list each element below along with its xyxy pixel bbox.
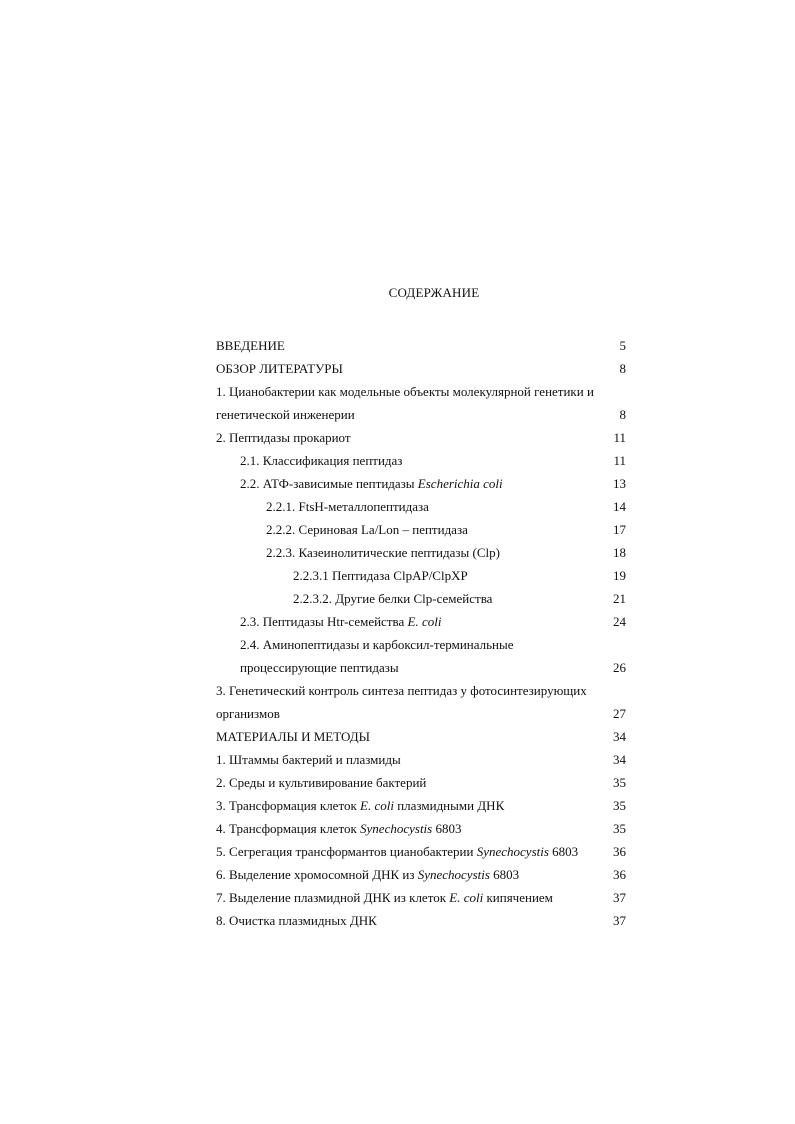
toc-entry [216,449,632,472]
toc-entry [216,840,632,863]
toc-entry-title-part: 6803 [489,867,520,882]
toc-entry-title [216,541,608,564]
toc-entry-title [216,449,608,472]
toc-entry-title [216,817,608,840]
toc-entry [216,587,632,610]
toc-entry [216,909,632,932]
toc-entry-title-part: 7. Выделение плазмидной ДНК из клеток [216,890,450,905]
toc-entry [216,541,632,564]
toc-entry-title [216,633,608,679]
toc-entry [216,518,632,541]
toc-entry-title-italic: Synechocystis [476,844,549,859]
toc-entry-title-part: МАТЕРИАЛЫ И МЕТОДЫ [216,729,370,744]
toc-entry-title-part: ВВЕДЕНИЕ [216,338,285,353]
toc-entry-title [216,748,608,771]
toc-entry [216,472,632,495]
toc-entry-title-italic: E. coli [449,890,484,905]
toc-entry [216,794,632,817]
toc-entry-title-part: 2.2.3.2. Другие белки Clp-семейства [293,591,493,606]
toc-entry-title-part: 2.2.2. Сериновая La/Lon – пептидаза [266,522,468,537]
toc-entry-page-number: 27 [613,706,626,721]
toc-entry-title-italic: Escherichia coli [417,476,503,491]
toc-entry-title-part: 1. Цианобактерии как модельные объекты молекулярной генетики и генетической инженерии [216,384,594,422]
toc-entry [216,334,632,357]
toc-entry-title [216,840,608,863]
toc-entry-page-number: 11 [613,453,626,468]
toc-entry-page-number: 8 [619,407,626,422]
toc-entry [216,748,632,771]
toc-entry [216,771,632,794]
toc-entry-title-part: 2. Пептидазы прокариот [216,430,351,445]
toc-entry [216,426,632,449]
toc-entry-page-number: 14 [613,499,626,514]
toc-entry-title-part: плазмидными ДНК [393,798,505,813]
toc-entry-title-italic: Synechocystis [417,867,490,882]
toc-entry-title-part: 2.2.1. FtsH-металлопептидаза [266,499,429,514]
toc-entry-page-number: 17 [613,522,626,537]
toc-entry-page-number: 11 [613,430,626,445]
toc-entry-title-part: 3. Трансформация клеток [216,798,361,813]
toc-entry-page-number: 37 [613,890,626,905]
toc-entry-title-part: 2.1. Классификация пептидаз [240,453,403,468]
toc-entry-title-part: 1. Штаммы бактерий и плазмиды [216,752,401,767]
toc-entry-page-number: 21 [613,591,626,606]
toc-entry-page-number: 18 [613,545,626,560]
toc-entry-page-number: 13 [613,476,626,491]
toc-entry-title-part: 6. Выделение хромосомной ДНК из [216,867,418,882]
toc-entry-page-number: 24 [613,614,626,629]
toc-entry-title [216,771,608,794]
toc-entry-title [216,909,608,932]
toc-entry-title-part: 5. Сегрегация трансформантов цианобактерии [216,844,477,859]
toc-entry-page-number: 35 [613,775,626,790]
toc-entry-title-part: 2. Среды и культивирование бактерий [216,775,427,790]
toc-entry-page-number: 26 [613,660,626,675]
toc-entry-page-number: 35 [613,798,626,813]
toc-entry-title-part: 2.2. АТФ-зависимые пептидазы [240,476,418,491]
toc-entry-page-number: 37 [613,913,626,928]
toc-entry-title-part: кипячением [483,890,553,905]
toc-entry-title [216,564,608,587]
toc-entry [216,886,632,909]
toc-entry-title [216,518,608,541]
toc-entry-title [216,610,608,633]
toc-entry-title-italic: E. coli [407,614,442,629]
toc-entry [216,679,632,725]
table-of-contents [216,334,632,932]
toc-entry [216,564,632,587]
toc-entry-page-number: 34 [613,752,626,767]
toc-entry [216,725,632,748]
page-title: СОДЕРЖАНИЕ [388,285,480,300]
toc-entry [216,357,632,380]
toc-entry-title [216,472,608,495]
toc-entry-page-number: 35 [613,821,626,836]
toc-entry-title [216,886,608,909]
toc-entry-title-italic: Synechocystis [360,821,433,836]
toc-entry [216,863,632,886]
toc-entry-page-number: 19 [613,568,626,583]
toc-entry-title-part: 4. Трансформация клеток [216,821,361,836]
toc-entry-title-part: ОБЗОР ЛИТЕРАТУРЫ [216,361,343,376]
toc-entry-title-part: 2.2.3.1 Пептидаза ClpAP/ClpXP [293,568,468,583]
toc-entry-title-part: 8. Очистка плазмидных ДНК [216,913,377,928]
toc-entry-title-part: 3. Генетический контроль синтеза пептидаз у фотосинтезирующих организмов [216,683,587,721]
toc-entry-title [216,426,608,449]
toc-entry-page-number: 8 [619,361,626,376]
toc-entry [216,633,632,679]
toc-entry-page-number: 36 [613,844,626,859]
toc-entry-page-number: 36 [613,867,626,882]
toc-entry-title [216,725,608,748]
toc-entry-title [216,794,608,817]
toc-entry-title [216,357,608,380]
toc-entry-title-part: 2.2.3. Казеинолитические пептидазы (Clp) [266,545,500,560]
toc-entry-page-number: 5 [619,338,626,353]
toc-entry-title [216,587,608,610]
toc-entry-title-part: 6803 [548,844,579,859]
toc-entry-title [216,495,608,518]
toc-entry-title-italic: E. coli [360,798,394,813]
toc-entry-title-part: 2.4. Аминопептидазы и карбоксил-терминальные процессирующие пептидазы [240,637,514,675]
toc-entry-title [216,334,608,357]
toc-entry-title [216,863,608,886]
toc-entry-title [216,380,608,426]
toc-entry [216,610,632,633]
toc-entry-title-part: 6803 [432,821,462,836]
toc-entry-title [216,679,608,725]
toc-entry-title-part: 2.3. Пептидазы Htr-семейства [240,614,408,629]
toc-entry-page-number: 34 [613,729,626,744]
toc-entry [216,380,632,426]
toc-entry [216,817,632,840]
toc-entry [216,495,632,518]
